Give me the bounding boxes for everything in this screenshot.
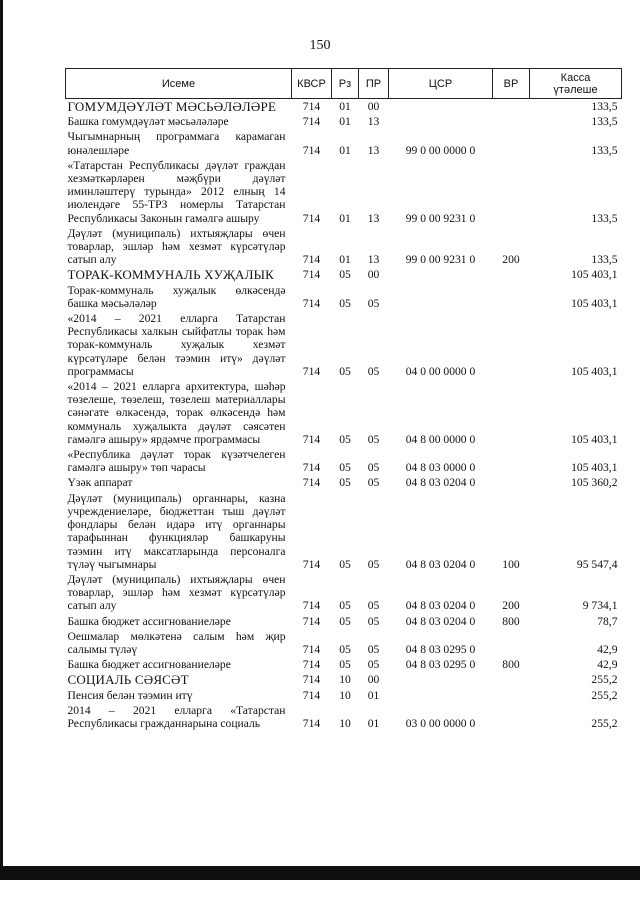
- row-rz: 05: [339, 658, 351, 672]
- row-sum: 255,2: [591, 688, 618, 702]
- row-kvsr: 714: [302, 461, 321, 475]
- row-pr: 05: [367, 296, 380, 310]
- table-row: [66, 226, 622, 268]
- row-csr: 04 0 00 0000 0: [405, 364, 476, 378]
- row-vr: [493, 703, 530, 731]
- header-kvsr: КВСР: [292, 69, 332, 99]
- row-name: ГОМУМДӘҮЛӘТ МӘСЬӘЛӘЛӘРЕ: [67, 99, 277, 114]
- row-pr: 05: [367, 614, 380, 628]
- row-kvsr: 714: [302, 364, 321, 378]
- row-rz: 05: [339, 599, 351, 613]
- row-rz: 10: [339, 716, 351, 730]
- row-vr: [493, 99, 530, 115]
- row-name: Пенсия белән тәэмин итү: [67, 688, 193, 702]
- header-vr: ВР: [493, 69, 530, 99]
- row-kvsr: 714: [302, 599, 321, 613]
- row-kvsr: 714: [302, 253, 321, 267]
- row-vr: [493, 379, 530, 447]
- row-pr: 00: [367, 100, 380, 113]
- row-name: Башка бюджет ассигнованиеләре: [67, 658, 231, 672]
- page-number: 150: [309, 38, 331, 53]
- row-pr: 13: [367, 143, 380, 157]
- table-row: [66, 572, 622, 614]
- row-vr: [493, 311, 530, 379]
- row-sum: 255,2: [591, 716, 618, 730]
- table-row: [66, 379, 622, 447]
- row-sum: 78,7: [597, 614, 618, 628]
- row-sum: 105 403,1: [571, 364, 618, 378]
- row-kvsr: 714: [302, 658, 321, 672]
- row-csr: 99 0 00 9231 0: [405, 253, 476, 267]
- row-rz: 10: [339, 673, 351, 687]
- row-rz: 05: [339, 461, 351, 475]
- table-row: [66, 283, 622, 311]
- row-pr: 13: [367, 253, 380, 267]
- row-vr: [493, 267, 530, 282]
- row-csr: [389, 267, 493, 282]
- table-row: [66, 129, 622, 157]
- row-csr: 04 8 03 0204 0: [405, 614, 476, 628]
- row-csr: [389, 688, 493, 703]
- row-kvsr: 714: [302, 211, 321, 225]
- row-vr: 800: [502, 658, 520, 672]
- row-csr: 04 8 03 0295 0: [405, 658, 476, 672]
- row-rz: 05: [339, 614, 351, 628]
- row-rz: 05: [339, 432, 351, 446]
- row-rz: 01: [339, 253, 351, 267]
- row-csr: [389, 283, 493, 311]
- row-vr: 200: [502, 599, 520, 613]
- row-name: СОЦИАЛЬ СӘЯСӘТ: [67, 672, 189, 688]
- row-name: Дәүләт (муниципаль) органнары, казна учреждениеләре, бюджеттан тыш дәүләт фондлары белән идарә итү органнары тарафыннан функцияләр башкаруны тәэмин итү максатларында персоналга түләү чыгымнары: [67, 491, 286, 571]
- row-kvsr: 714: [302, 296, 321, 310]
- row-name: 2014 – 2021 елларга «Татарстан Республикасы гражданнарына социаль: [67, 703, 286, 730]
- row-pr: 00: [367, 673, 380, 687]
- row-rz: 05: [339, 557, 351, 571]
- row-name: Чыгымнарның программага карамаган юнәлешләре: [67, 130, 286, 157]
- row-sum: 133,5: [591, 253, 618, 267]
- table-row: [66, 703, 622, 731]
- row-vr: [493, 447, 530, 475]
- row-pr: 05: [367, 658, 380, 672]
- row-rz: 01: [339, 100, 351, 113]
- row-pr: 05: [367, 461, 380, 475]
- row-vr: [493, 629, 530, 657]
- row-vr: 200: [502, 253, 520, 267]
- table-row: [66, 657, 622, 672]
- row-name: «Татарстан Республикасы дәүләт граждан хезмәткәрләрен мәҗбүри дәүләт иминләштерү турында» 2012 елның 14 июлендәге 55-ТРЗ номерлы Татарстан Республикасы Законын гамәлгә ашыру: [67, 158, 286, 225]
- row-rz: 10: [339, 688, 351, 702]
- row-sum: 133,5: [591, 143, 618, 157]
- row-rz: 05: [339, 268, 351, 282]
- header-rz: Рз: [332, 69, 359, 99]
- row-sum: 133,5: [591, 100, 618, 113]
- row-name: Торак-коммуналь хуҗалык өлкәсендә башка мәсьәләләр: [67, 283, 286, 310]
- row-name: ТОРАК-КОММУНАЛЬ ХУҖАЛЫК: [67, 267, 275, 283]
- row-kvsr: 714: [302, 673, 321, 687]
- table-body: [66, 99, 622, 732]
- row-kvsr: 714: [302, 688, 321, 702]
- row-kvsr: 714: [302, 143, 321, 157]
- row-rz: 05: [339, 476, 351, 490]
- row-pr: 01: [367, 716, 380, 730]
- row-vr: [493, 129, 530, 157]
- row-kvsr: 714: [302, 432, 321, 446]
- row-pr: 05: [367, 476, 380, 490]
- row-name: Башка бюджет ассигнованиеләре: [67, 614, 231, 628]
- row-csr: 04 8 00 0000 0: [405, 432, 476, 446]
- row-kvsr: 714: [302, 716, 321, 730]
- row-name: Башка гомумдәүләт мәсьәләләре: [67, 115, 229, 129]
- row-csr: [389, 114, 493, 129]
- row-kvsr: 714: [302, 642, 321, 656]
- row-kvsr: 714: [302, 268, 321, 282]
- table-row: [66, 614, 622, 629]
- header-sum-line1: Касса: [560, 71, 591, 84]
- header-sum-line2: үтәлеше: [553, 83, 598, 96]
- scan-edge-bottom: [0, 866, 640, 880]
- table-row: [66, 114, 622, 129]
- table-row: [66, 158, 622, 226]
- row-rz: 01: [339, 143, 351, 157]
- row-name: Дәүләт (муниципаль) ихтыяҗлары өчен товарлар, эшләр һәм хезмәт күрсәтүләр сатып алу: [67, 572, 286, 613]
- row-rz: 01: [339, 115, 351, 129]
- row-sum: 105 403,1: [571, 296, 618, 310]
- table-row: [66, 267, 622, 282]
- row-rz: 05: [339, 296, 351, 310]
- row-csr: 99 0 00 9231 0: [405, 211, 476, 225]
- header-sum: [530, 69, 622, 99]
- row-vr: 800: [502, 614, 520, 628]
- header-name: Исеме: [66, 69, 292, 99]
- table-row: [66, 672, 622, 687]
- budget-table: [65, 68, 622, 731]
- row-kvsr: 714: [302, 557, 321, 571]
- row-pr: 05: [367, 432, 380, 446]
- row-csr: 04 8 03 0204 0: [405, 599, 476, 613]
- row-csr: 03 0 00 0000 0: [405, 716, 476, 730]
- row-rz: 05: [339, 642, 351, 656]
- row-sum: 105 360,2: [571, 476, 618, 490]
- row-vr: [493, 158, 530, 226]
- row-csr: 99 0 00 0000 0: [405, 143, 476, 157]
- row-sum: 105 403,1: [571, 432, 618, 446]
- scan-edge-left: [0, 0, 3, 880]
- table-row: [66, 688, 622, 703]
- row-vr: [493, 114, 530, 129]
- row-name: Үзәк аппарат: [67, 476, 133, 490]
- row-kvsr: 714: [302, 614, 321, 628]
- row-kvsr: 714: [302, 476, 321, 490]
- row-csr: 04 8 03 0204 0: [405, 476, 476, 490]
- row-vr: 100: [502, 557, 520, 571]
- row-pr: 13: [367, 115, 380, 129]
- row-sum: 133,5: [591, 115, 618, 129]
- row-vr: [493, 688, 530, 703]
- row-pr: 01: [367, 688, 380, 702]
- row-sum: 105 403,1: [571, 461, 618, 475]
- row-pr: 05: [367, 557, 380, 571]
- row-kvsr: 714: [302, 115, 321, 129]
- row-name: «2014 – 2021 елларга архитектура, шәһәр төзелеше, төзелеш, төзелеш материаллары сәнәгате өлкәсендә, торак өлкәсендә һәм коммуналь хуҗалыкта дәүләт сәясәтен гамәлгә ашыру» ярдәмче программасы: [67, 380, 286, 446]
- row-sum: 255,2: [591, 673, 618, 687]
- row-sum: 42,9: [597, 658, 618, 672]
- table-row: [66, 447, 622, 475]
- row-sum: 42,9: [597, 642, 618, 656]
- row-csr: [389, 672, 493, 687]
- table-row: [66, 629, 622, 657]
- row-sum: 133,5: [591, 211, 618, 225]
- header-csr: ЦСР: [389, 69, 493, 99]
- header-pr: ПР: [359, 69, 389, 99]
- table-row: [66, 311, 622, 379]
- row-name: «2014 – 2021 елларга Татарстан Республикасы халкын сыйфатлы торак һәм торак-коммуналь хуҗалык хезмәт күрсәтүләре белән тәэмин итү» дәүләт программасы: [67, 312, 286, 378]
- row-rz: 01: [339, 211, 351, 225]
- row-vr: [493, 672, 530, 687]
- table-row: [66, 475, 622, 490]
- table-row: [66, 491, 622, 572]
- table-header: [66, 69, 622, 99]
- row-sum: 95 547,4: [576, 557, 618, 571]
- row-csr: 04 8 03 0000 0: [405, 461, 476, 475]
- row-csr: 04 8 03 0204 0: [405, 557, 476, 571]
- row-sum: 9 734,1: [582, 599, 618, 613]
- row-csr: 04 8 03 0295 0: [405, 642, 476, 656]
- row-kvsr: 714: [302, 100, 321, 113]
- row-csr: [389, 99, 493, 115]
- row-pr: 05: [367, 364, 380, 378]
- row-pr: 05: [367, 599, 380, 613]
- table-row: [66, 99, 622, 115]
- row-vr: [493, 283, 530, 311]
- row-name: Оешмалар мөлкәтенә салым һәм җир салымы түләү: [67, 629, 286, 656]
- row-name: «Республика дәүләт торак күзәтчелеген гамәлгә ашыру» төп чарасы: [67, 448, 286, 475]
- row-pr: 05: [367, 642, 380, 656]
- row-vr: [493, 475, 530, 490]
- row-sum: 105 403,1: [571, 268, 618, 282]
- row-rz: 05: [339, 364, 351, 378]
- row-pr: 13: [367, 211, 380, 225]
- row-name: Дәүләт (муниципаль) ихтыяҗлары өчен товарлар, эшләр һәм хезмәт күрсәтүләр сатып алу: [67, 226, 286, 267]
- row-pr: 00: [367, 268, 380, 282]
